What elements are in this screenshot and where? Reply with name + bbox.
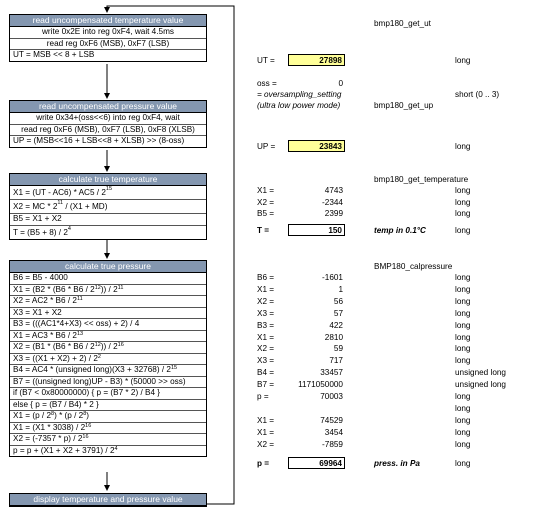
press-row-value: 74529 [320,415,343,425]
press-row-type: long [455,332,471,342]
fn-get-ut: bmp180_get_ut [374,19,431,28]
press-row-label: B7 = [257,380,275,390]
press-row-type: long [455,356,471,366]
press-row-value: -1601 [322,273,343,282]
up-label: UP = [257,142,276,151]
temp-formula-t: $T = (B5 + 8) / 2^4$ [10,225,206,239]
up-block-title: read uncompensated pressure value [10,101,206,113]
press-row-value: -7859 [322,439,343,449]
press-row-value: 3454 [324,427,343,437]
pressure-formula-line: $X2 = (-7357 * p) / 2^{16}$ [10,433,206,445]
press-row-value: 57 [333,308,343,318]
fn-get-up: bmp180_get_up [374,101,434,110]
press-row-type: long [455,296,471,306]
t-type: long [455,226,471,235]
ut-step-write: write 0x2E into reg 0xF4, wait 4.5ms [42,27,174,36]
press-row-type: unsigned long [455,380,506,390]
pressure-formula-line: $p = p + (X1 + X2 + 3791) / 2^4$ [10,445,206,457]
temp-row-label: B5 = [257,209,275,218]
press-row-type: long [455,427,471,437]
pressure-formula-line: $X1 = (X1 * 3038) / 2^{16}$ [10,422,206,434]
press-row-type: long [455,415,471,425]
pressure-formula-line: B4 = AC4 * (unsigned long)(X3 + $32768) / 2^{15}$ [10,364,206,376]
press-row-type: long [455,439,471,449]
press-row-value: 56 [333,296,343,306]
display-block-title: display temperature and pressure value [10,494,206,506]
temp-row-type: long [455,209,471,218]
press-row-label: B4 = [257,368,275,378]
p-type: long [455,459,471,468]
temp-row-label: X1 = [257,186,275,195]
up-step-formula: UP = (MSB<<16 + LSB<<8 + XLSB) >> (8-oss) [10,135,206,147]
press-row-value: 2810 [324,332,343,342]
pressure-formula-line: B3 = (((AC1*4+X3) << oss) + 2) / 4 [10,318,206,330]
press-row-label: X1 = [257,332,275,342]
press-row-label: X1 = [257,427,275,437]
pressure-formula-line: $X1 = (p / 2^8) * (p / 2^8)$ [10,410,206,422]
pressure-formula-line: $X1 = AC3 * B6 / 2^{13}$ [10,330,206,342]
temp-row-value: 2399 [324,209,343,218]
up-step-read: read reg 0xF6 (MSB), 0xF7 (LSB), 0xF8 (XLSB) [10,124,206,136]
press-row-value: 33457 [320,368,343,378]
press-row-value: 1171050000 [298,380,343,390]
pressure-formula-list [10,273,206,456]
temp-row-label: X2 = [257,197,275,207]
ut-step-formula: UT = MSB << 8 + LSB [10,49,206,61]
temperature-block [9,173,207,240]
press-row-value: 70003 [320,392,343,401]
pressure-formula-line: B7 = ((unsigned long)UP - B3) * (50000 >> oss) [10,376,206,388]
temperature-block-title: calculate true temperature [10,174,206,186]
press-row-value: 1 [338,284,343,294]
press-row-value: 422 [329,320,343,330]
t-label: T = [257,226,270,235]
temp-formula-x2: X2 = MC * $2^{11} / (X1 + MD)$ [10,199,206,213]
temp-row-value: -2344 [322,197,343,207]
ut-block-title: read uncompensated temperature value [10,15,206,27]
up-type: long [455,142,471,151]
pressure-formula-line: else { p = (B7 / B4) * 2 } [10,399,206,411]
fn-calpressure: BMP180_calpressure [374,262,453,271]
press-row-type: long [455,320,471,330]
oss-mode: (ultra low power mode) [257,101,341,110]
ut-block [9,14,207,62]
press-row-label: X1 = [257,415,275,425]
display-block [9,493,207,507]
ut-step-read: read reg 0xF6 (MSB), 0xF7 (LSB) [10,38,206,50]
press-row-type: long [455,344,471,354]
temp-row-type: long [455,186,471,195]
press-row-label: B3 = [257,320,275,330]
oss-value: 0 [338,79,343,88]
press-row-type: long [455,284,471,294]
up-value: 23843 [288,140,345,152]
press-row-type: long [455,273,471,282]
p-value: 69964 [288,457,345,469]
pressure-formula-line: X3 = X1 + X2 [10,307,206,319]
pressure-formula-line: $X1 = (B2 * (B6 * B6 / 2^{12})) / 2^{11}$ [10,284,206,296]
oss-note: = oversampling_setting [257,90,342,99]
pressure-formula-line: $X2 = (B1 * (B6 * B6 / 2^{12})) / 2^{16}$ [10,341,206,353]
press-row-type: long [455,403,471,413]
up-block [9,100,207,148]
press-row-label: X1 = [257,284,275,294]
temp-row-type: long [455,197,471,207]
ut-value: 27898 [288,54,345,66]
press-row-label: X3 = [257,308,275,318]
press-row-type: long [455,392,471,401]
pressure-formula-line: $X2 = AC2 * B6 / 2^{11}$ [10,295,206,307]
press-row-type: long [455,308,471,318]
ut-label: UT = [257,56,275,65]
pressure-block-title: calculate true pressure [10,261,206,273]
press-row-label: X2 = [257,344,275,354]
press-row-label: p = [257,392,269,401]
oss-range: short (0 .. 3) [455,90,500,99]
fn-get-temperature: bmp180_get_temperature [374,175,469,184]
press-row-value: 717 [329,356,343,366]
temp-formula-x1: $X1 = (UT - AC6) * AC5 / 2^{15}$ [13,186,113,197]
up-step-write: write 0x34+(oss<<6) into reg 0xF4, wait [36,113,180,122]
press-row-label: X3 = [257,356,275,366]
t-unit: temp in 0.1°C [374,226,426,235]
temp-row-value: 4743 [324,186,343,195]
pressure-formula-line: if (B7 < 0x80000000) { p = (B7 * 2) / B4 } [10,387,206,399]
pressure-formula-line: $X3 = ((X1 + X2) + 2) / 2^2$ [10,353,206,365]
pressure-formula-line: B6 = B5 - 4000 [13,273,68,282]
press-row-value: 59 [333,344,343,354]
pressure-block [9,260,207,457]
temp-formula-b5: B5 = X1 + X2 [10,213,206,225]
press-row-type: unsigned long [455,368,506,378]
oss-label: oss = [257,79,277,88]
press-row-label: X2 = [257,296,275,306]
press-row-label: X2 = [257,439,275,449]
p-unit: press. in Pa [374,459,420,468]
t-value: 150 [288,224,345,236]
p-label: p = [257,459,270,468]
ut-type: long [455,56,471,65]
press-row-label: B6 = [257,273,275,282]
